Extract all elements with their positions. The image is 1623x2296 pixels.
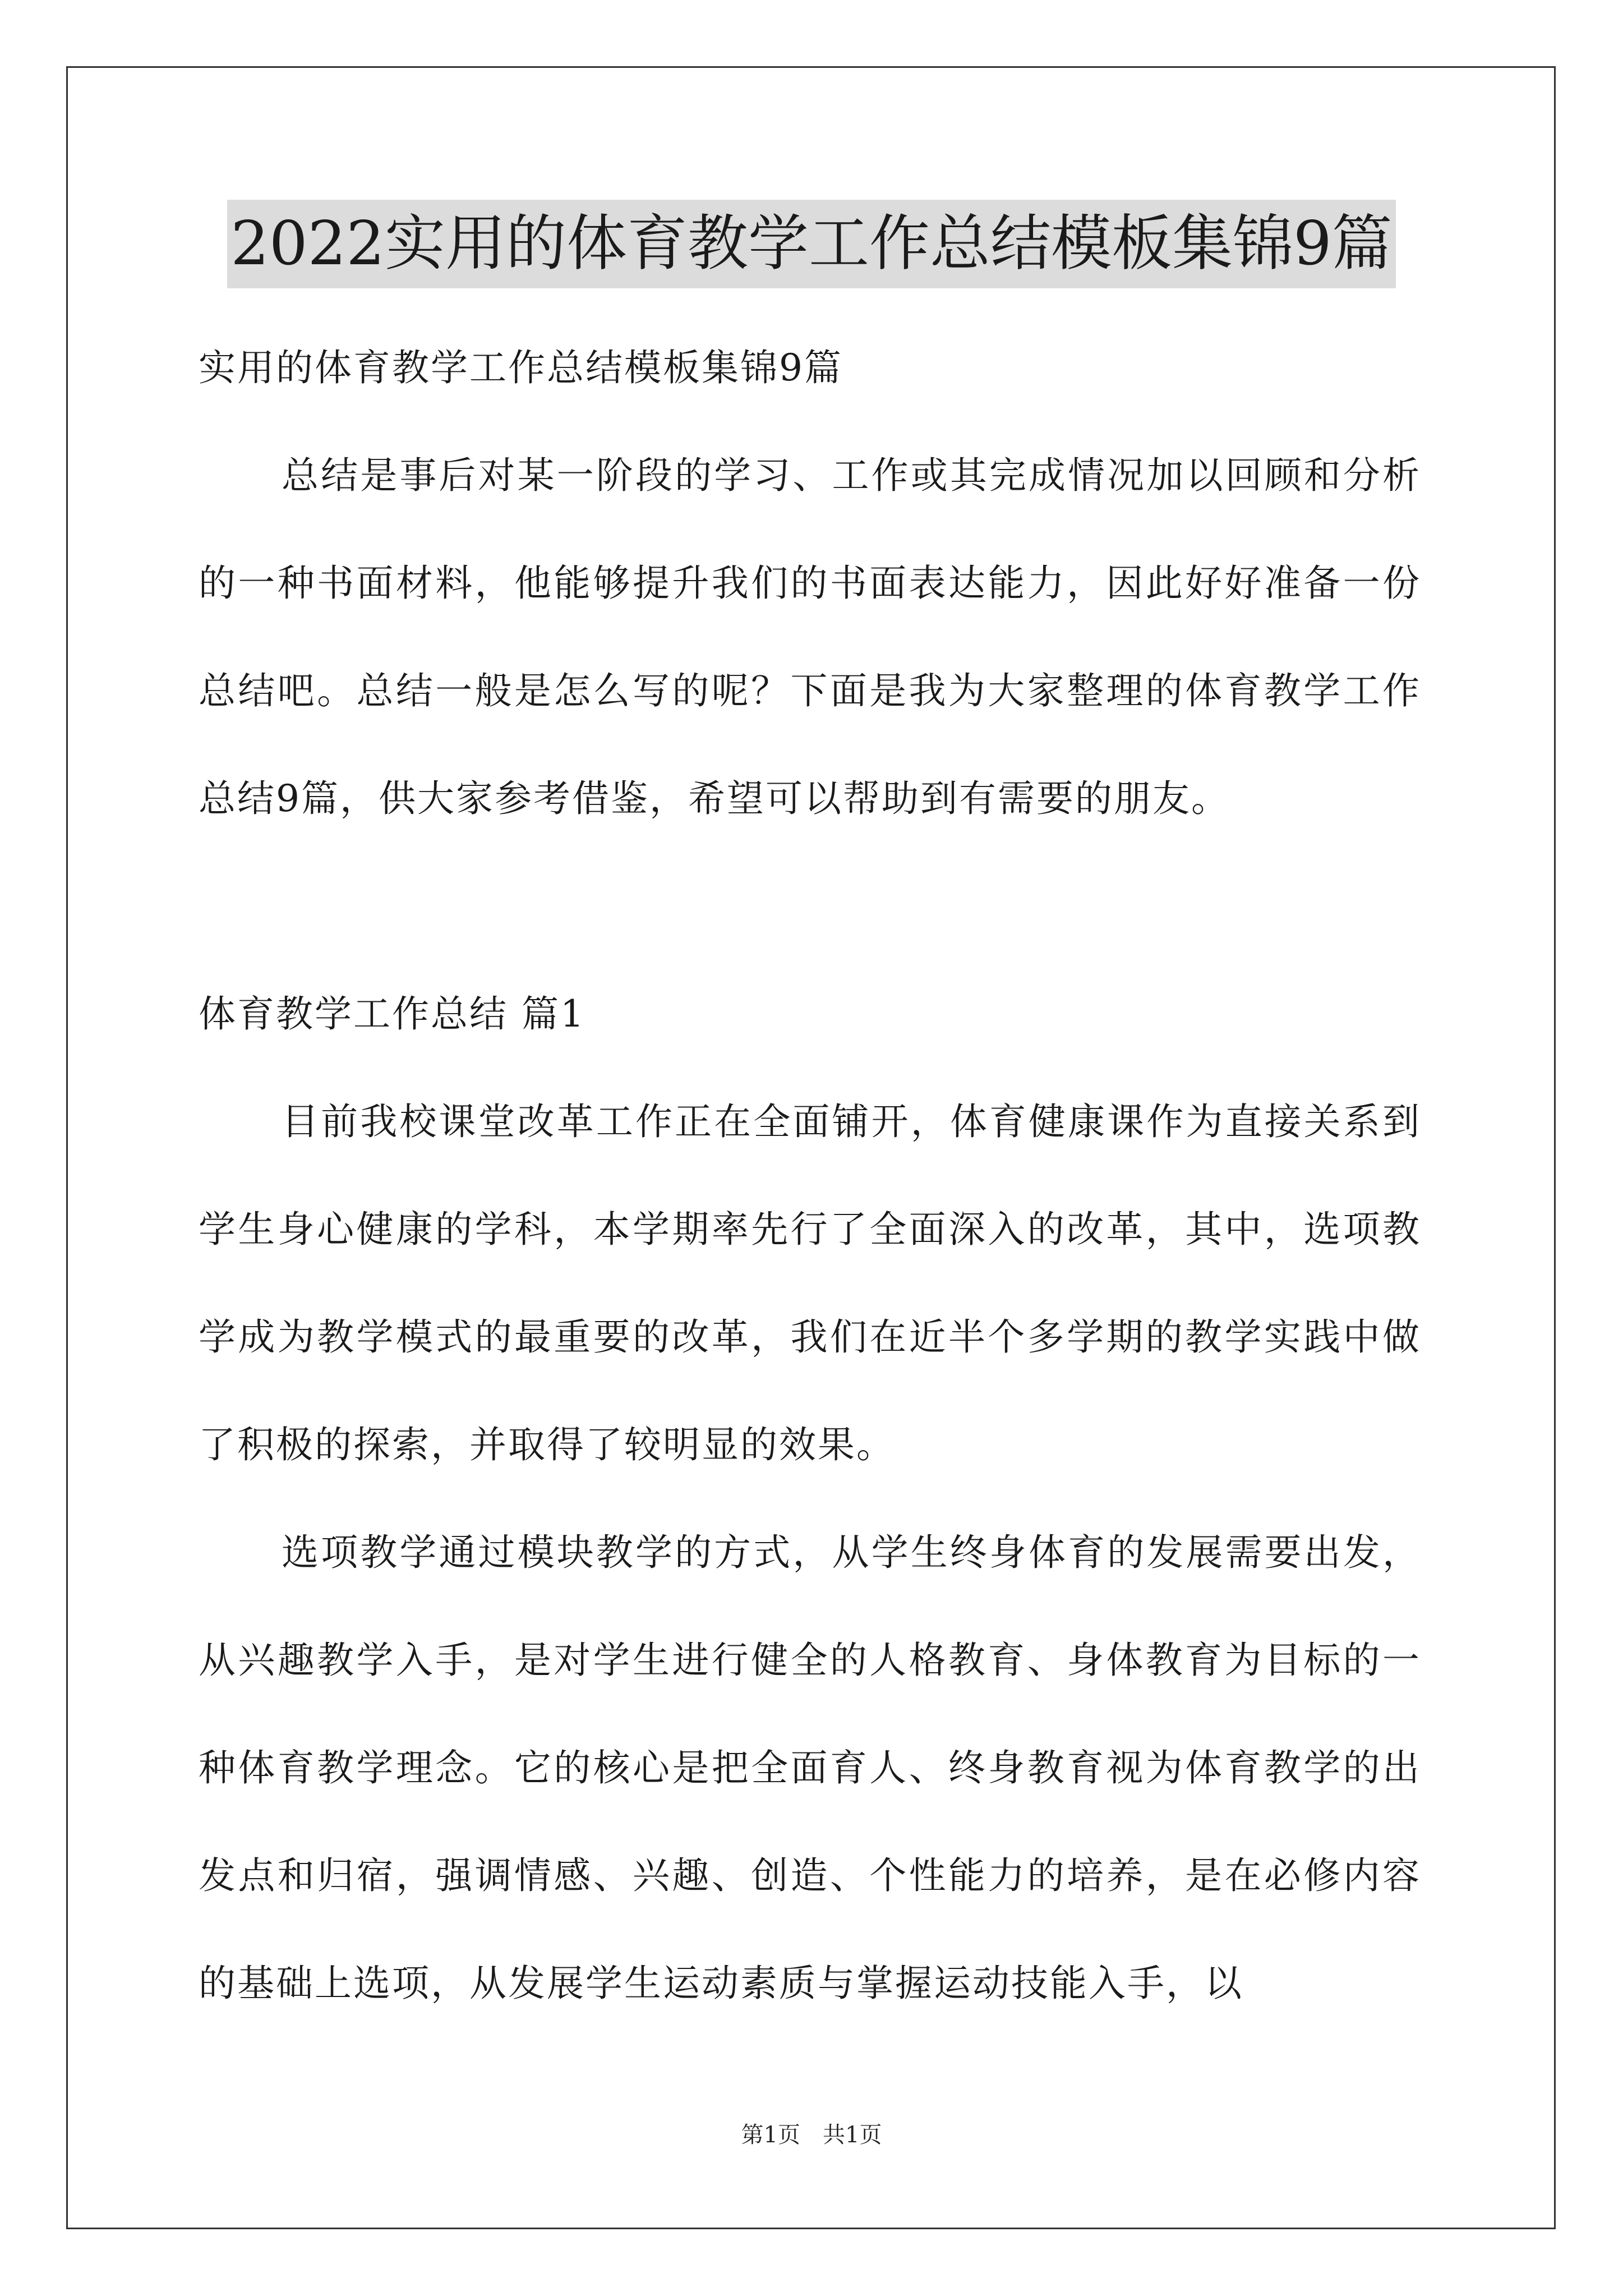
document-title: 2022实用的体育教学工作总结模板集锦9篇 <box>227 200 1396 288</box>
document-subtitle: 实用的体育教学工作总结模板集锦9篇 <box>199 346 843 389</box>
page-footer: 第1页 共1页 <box>741 2122 882 2148</box>
title-container <box>0 200 1623 288</box>
document-body <box>199 314 1421 2037</box>
intro-paragraph: 总结是事后对某一阶段的学习、工作或其完成情况加以回顾和分析的一种书面材料，他能够提升我们的书面表达能力，因此好好准备一份总结吧。总结一般是怎么写的呢？下面是我为大家整理的体育教学工作总结9篇，供大家参考借鉴，希望可以帮助到有需要的朋友。 <box>199 454 1421 820</box>
section-heading: 体育教学工作总结 篇1 <box>199 992 585 1036</box>
body-paragraph-1: 目前我校课堂改革工作正在全面铺开，体育健康课作为直接关系到学生身心健康的学科，本学期率先行了全面深入的改革，其中，选项教学成为教学模式的最重要的改革，我们在近半个多学期的教学实践中做了积极的探索，并取得了较明显的效果。 <box>199 1100 1421 1466</box>
body-paragraph-2: 选项教学通过模块教学的方式，从学生终身体育的发展需要出发，从兴趣教学入手，是对学生进行健全的人格教育、身体教育为目标的一种体育教学理念。它的核心是把全面育人、终身教育视为体育教学的出发点和归宿，强调情感、兴趣、创造、个性能力的培养，是在必修内容的基础上选项，从发展学生运动素质与掌握运动技能入手，以 <box>199 1531 1421 2005</box>
